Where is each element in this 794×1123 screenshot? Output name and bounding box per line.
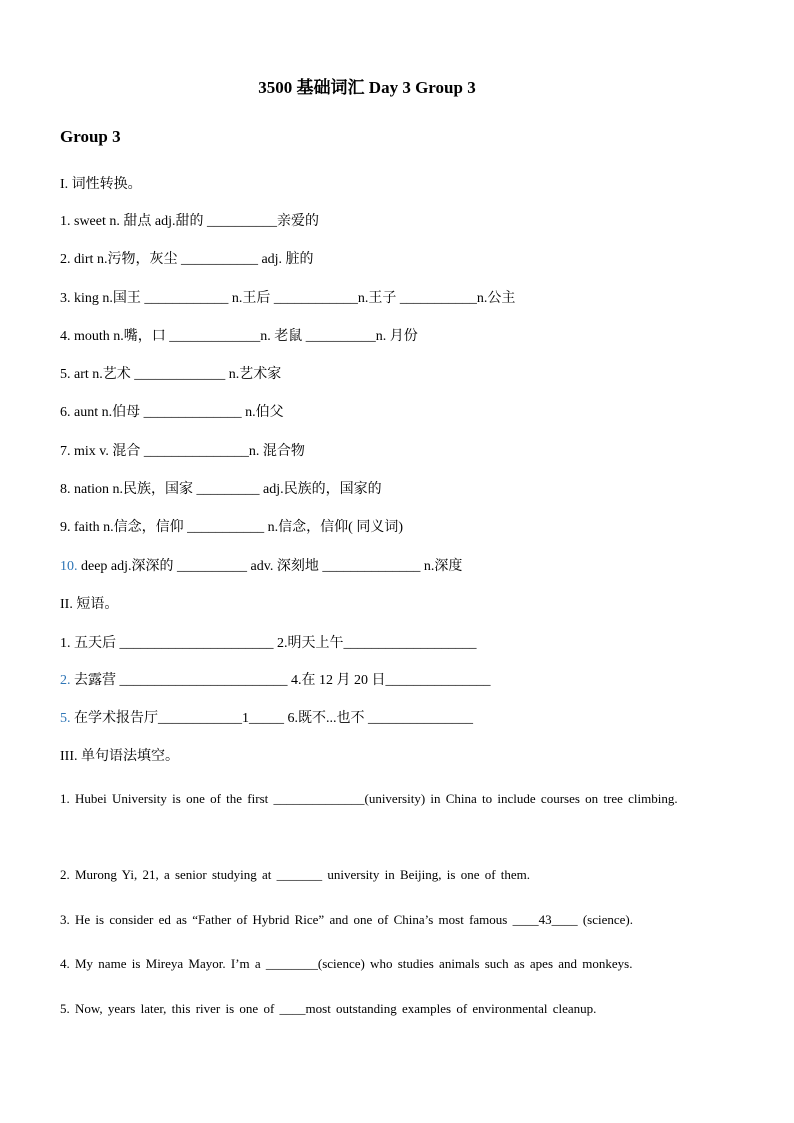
grammar-item-1: 1. Hubei University is one of the first ______________(university) in China to include courses on tree climbing.: [60, 791, 678, 806]
grammar-item-2: 2. Murong Yi, 21, a senior studying at _______ university in Beijing, is one of them.: [60, 867, 531, 882]
word-item-8: 8. nation n.民族，国家 _________ adj.民族的，国家的: [60, 482, 382, 497]
group-heading: Group 3: [60, 127, 121, 146]
grammar-item-4: 4. My name is Mireya Mayor. I’m a ________(science) who studies animals such as apes and monkeys.: [60, 956, 633, 971]
section-2-heading: II. 短语。: [60, 597, 119, 612]
item-number: 2.: [60, 673, 71, 688]
grammar-item-3: 3. He is consider ed as “Father of Hybrid Rice” and one of China’s most famous ____43____ (science).: [60, 912, 634, 927]
page-title: 3500 基础词汇 Day 3 Group 3: [258, 78, 476, 97]
word-item-3: 3. king n.国王 ____________ n.王后 ____________n.王子 ___________n.公主: [60, 291, 516, 306]
item-number: 5.: [60, 711, 71, 726]
item-text: 去露营 ________________________ 4.在 12 月 20 日_______________: [70, 673, 491, 688]
word-item-7: 7. mix v. 混合 _______________n. 混合物: [60, 444, 305, 459]
phrase-row-3: [60, 709, 473, 729]
section-3-heading: III. 单句语法填空。: [60, 749, 179, 764]
word-item-4: 4. mouth n.嘴，口 _____________n. 老鼠 __________n. 月份: [60, 329, 418, 344]
word-item-5: 5. art n.艺术 _____________ n.艺术家: [60, 367, 282, 382]
word-item-10: [60, 557, 462, 577]
phrase-row-1: 1. 五天后 ______________________ 2.明天上午___________________: [60, 636, 477, 651]
item-number: 10.: [60, 559, 78, 574]
section-1-heading: I. 词性转换。: [60, 177, 142, 192]
word-item-6: 6. aunt n.伯母 ______________ n.伯父: [60, 405, 284, 420]
word-item-9: 9. faith n.信念，信仰 ___________ n.信念，信仰( 同义词): [60, 520, 403, 535]
item-text: deep adj.深深的 __________ adv. 深刻地 ______________ n.深度: [77, 559, 463, 574]
phrase-row-2: [60, 671, 491, 691]
word-item-1: 1. sweet n. 甜点 adj.甜的 __________亲爱的: [60, 214, 319, 229]
grammar-item-5: 5. Now, years later, this river is one of ____most outstanding examples of environmental cleanup.: [60, 1001, 597, 1016]
word-item-2: 2. dirt n.污物，灰尘 ___________ adj. 脏的: [60, 252, 314, 267]
item-text: 在学术报告厅____________1_____ 6.既不...也不 _______________: [70, 711, 473, 726]
